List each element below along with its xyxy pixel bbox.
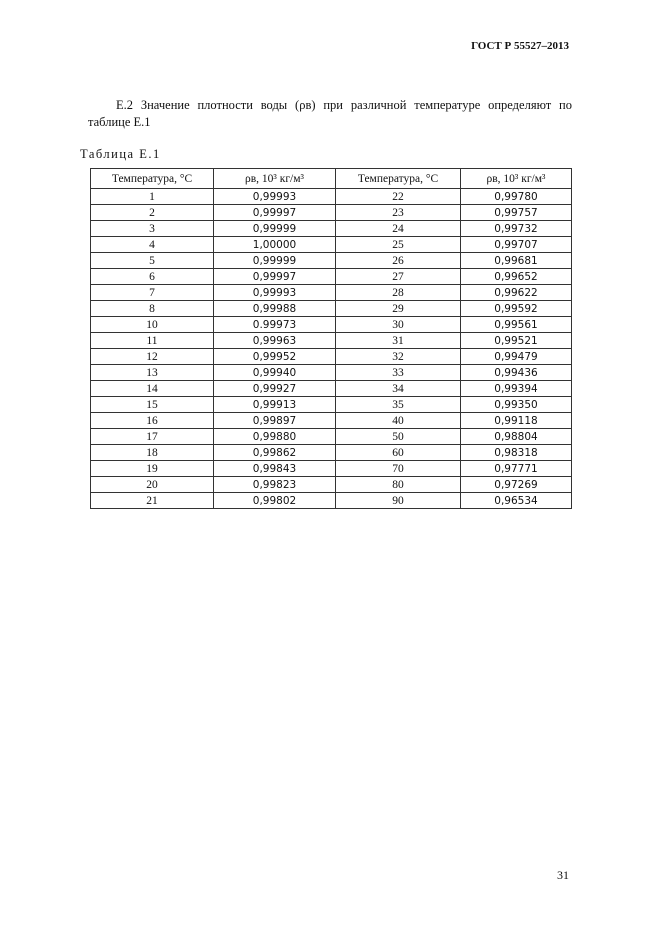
temperature-cell: 60 — [336, 445, 461, 461]
temperature-cell: 6 — [91, 269, 214, 285]
table-row — [91, 253, 572, 269]
density-cell: 0,96534 — [461, 493, 572, 509]
table-row — [91, 317, 572, 333]
temperature-cell: 34 — [336, 381, 461, 397]
table-row — [91, 237, 572, 253]
temperature-cell: 10 — [91, 317, 214, 333]
density-cell: 0,99561 — [461, 317, 572, 333]
density-cell: 0,99802 — [214, 493, 336, 509]
temperature-cell: 32 — [336, 349, 461, 365]
temperature-cell: 12 — [91, 349, 214, 365]
temperature-cell: 20 — [91, 477, 214, 493]
density-cell: 0,98804 — [461, 429, 572, 445]
temperature-cell: 2 — [91, 205, 214, 221]
table-row — [91, 381, 572, 397]
table-row — [91, 461, 572, 477]
density-cell: 0,97771 — [461, 461, 572, 477]
table-row — [91, 269, 572, 285]
density-cell: 0,99681 — [461, 253, 572, 269]
header-temperature: Температура, °С — [91, 169, 214, 189]
density-cell: 0,99757 — [461, 205, 572, 221]
density-cell: 0,99993 — [214, 285, 336, 301]
density-cell: 1,00000 — [214, 237, 336, 253]
header-density: ρв, 10³ кг/м³ — [214, 169, 336, 189]
temperature-cell: 29 — [336, 301, 461, 317]
density-cell: 0,99823 — [214, 477, 336, 493]
temperature-cell: 1 — [91, 189, 214, 205]
temperature-cell: 40 — [336, 413, 461, 429]
temperature-cell: 35 — [336, 397, 461, 413]
temperature-cell: 23 — [336, 205, 461, 221]
header-density: ρв, 10³ кг/м³ — [461, 169, 572, 189]
table-header-row — [91, 169, 572, 189]
table-row — [91, 413, 572, 429]
density-cell: 0,99862 — [214, 445, 336, 461]
table-row — [91, 477, 572, 493]
temperature-cell: 50 — [336, 429, 461, 445]
density-cell: 0,99952 — [214, 349, 336, 365]
temperature-cell: 15 — [91, 397, 214, 413]
density-cell: 0,99913 — [214, 397, 336, 413]
density-cell: 0,99997 — [214, 205, 336, 221]
temperature-cell: 7 — [91, 285, 214, 301]
table-row — [91, 429, 572, 445]
density-cell: 0,99843 — [214, 461, 336, 477]
temperature-cell: 26 — [336, 253, 461, 269]
temperature-cell: 19 — [91, 461, 214, 477]
density-cell: 0,99118 — [461, 413, 572, 429]
page-number: 31 — [557, 868, 569, 882]
temperature-cell: 21 — [91, 493, 214, 509]
density-cell: 0,99988 — [214, 301, 336, 317]
density-cell: 0,99993 — [214, 189, 336, 205]
density-cell: 0,99479 — [461, 349, 572, 365]
table-row — [91, 365, 572, 381]
temperature-cell: 25 — [336, 237, 461, 253]
table-row — [91, 285, 572, 301]
density-cell: 0,99897 — [214, 413, 336, 429]
temperature-cell: 80 — [336, 477, 461, 493]
density-cell: 0,99997 — [214, 269, 336, 285]
density-cell: 0,97269 — [461, 477, 572, 493]
table-row — [91, 493, 572, 509]
density-cell: 0,99521 — [461, 333, 572, 349]
table-row — [91, 349, 572, 365]
temperature-cell: 33 — [336, 365, 461, 381]
temperature-cell: 27 — [336, 269, 461, 285]
temperature-cell: 18 — [91, 445, 214, 461]
temperature-cell: 16 — [91, 413, 214, 429]
density-cell: 0,99732 — [461, 221, 572, 237]
density-cell: 0,99880 — [214, 429, 336, 445]
temperature-cell: 14 — [91, 381, 214, 397]
table-row — [91, 205, 572, 221]
temperature-cell: 31 — [336, 333, 461, 349]
density-cell: 0,99963 — [214, 333, 336, 349]
paragraph-e2: Е.2 Значение плотности воды (ρв) при различной температуре определяют по таблице Е.1 — [88, 98, 572, 129]
table-caption: Таблица Е.1 — [80, 147, 161, 161]
temperature-cell: 70 — [336, 461, 461, 477]
temperature-cell: 22 — [336, 189, 461, 205]
temperature-cell: 4 — [91, 237, 214, 253]
temperature-cell: 8 — [91, 301, 214, 317]
table-row — [91, 445, 572, 461]
density-cell: 0,99927 — [214, 381, 336, 397]
table-row — [91, 221, 572, 237]
density-cell: 0,99999 — [214, 253, 336, 269]
density-cell: 0.99973 — [214, 317, 336, 333]
temperature-cell: 28 — [336, 285, 461, 301]
table-row — [91, 397, 572, 413]
density-cell: 0,99394 — [461, 381, 572, 397]
density-cell: 0,99592 — [461, 301, 572, 317]
temperature-cell: 3 — [91, 221, 214, 237]
table-row — [91, 301, 572, 317]
water-density-table — [90, 168, 572, 509]
header-temperature: Температура, °С — [336, 169, 461, 189]
density-cell: 0,99780 — [461, 189, 572, 205]
table-row — [91, 333, 572, 349]
density-cell: 0,99652 — [461, 269, 572, 285]
table-row — [91, 189, 572, 205]
density-cell: 0,99707 — [461, 237, 572, 253]
temperature-cell: 24 — [336, 221, 461, 237]
temperature-cell: 30 — [336, 317, 461, 333]
density-cell: 0,99350 — [461, 397, 572, 413]
density-cell: 0,99999 — [214, 221, 336, 237]
density-cell: 0,99622 — [461, 285, 572, 301]
temperature-cell: 13 — [91, 365, 214, 381]
density-cell: 0,99436 — [461, 365, 572, 381]
document-header: ГОСТ Р 55527–2013 — [471, 40, 569, 52]
temperature-cell: 11 — [91, 333, 214, 349]
density-cell: 0,99940 — [214, 365, 336, 381]
density-cell: 0,98318 — [461, 445, 572, 461]
temperature-cell: 5 — [91, 253, 214, 269]
temperature-cell: 90 — [336, 493, 461, 509]
temperature-cell: 17 — [91, 429, 214, 445]
